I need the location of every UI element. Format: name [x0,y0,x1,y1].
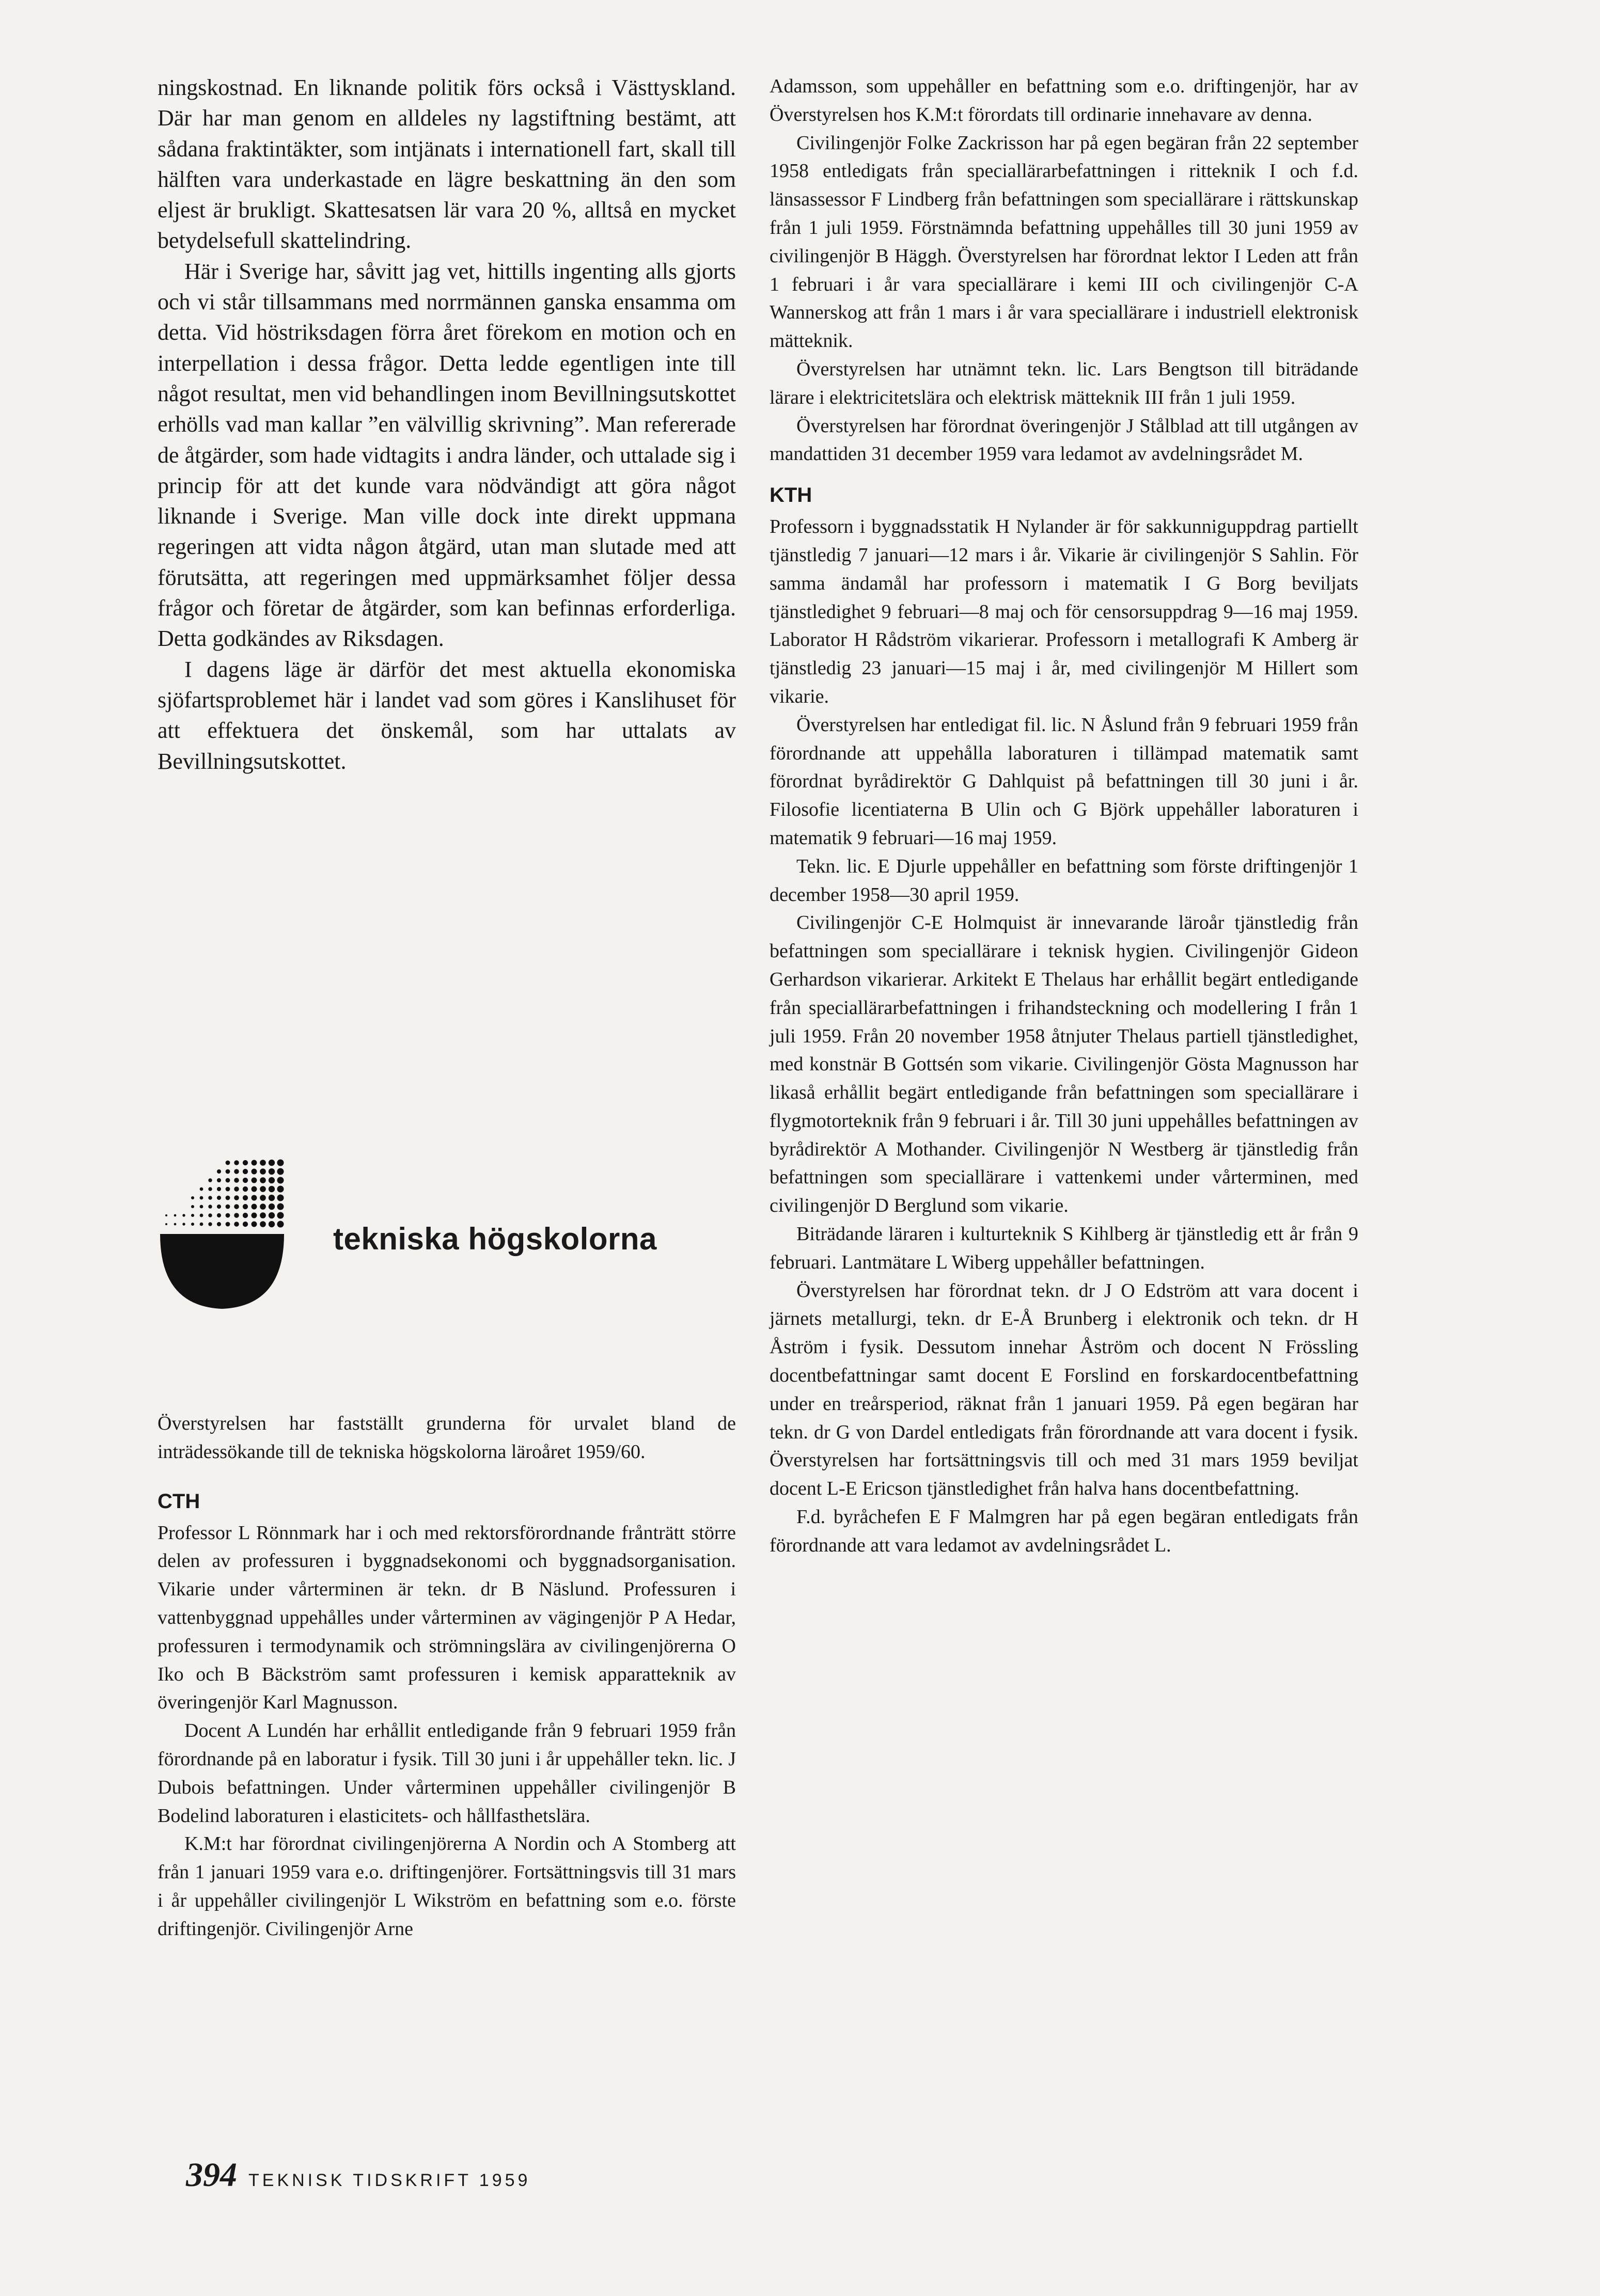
cth-continued-paragraph: Överstyrelsen har förordnat överingenjör J Stålblad att till utgången av mandattiden 31 december 1959 vara ledamot av avdelningsrådet M. [770,415,1358,465]
left-article [158,72,736,777]
section-title: tekniska högskolorna [333,1222,657,1256]
cth-continued-paragraph: Överstyrelsen har utnämnt tekn. lic. Lars Bengtson till biträdande lärare i elektricitetslära och elektrisk mätteknik III från 1 juli 1959. [770,358,1358,408]
kth-paragraph: Överstyrelsen har entledigat fil. lic. N Åslund från 9 februari 1959 från förordnande att uppehålla laboraturen i tillämpad matematik samt förordnat byrådirektör G Dahlquist på befattningen till 30 juni i år. Filosofie licentiaterna B Ulin och G Björk uppehåller laboraturen i matematik 9 februari—16 maj 1959. [770,714,1358,849]
kth-paragraph: F.d. byråchefen E F Malmgren har på egen begäran entledigats från förordnande att vara ledamot av avdelningsrådet L. [770,1506,1358,1556]
cth-paragraph: Professor L Rönnmark har i och med rektorsförordnande frånträtt större delen av professuren i byggnadsekonomi och byggnadsorganisation. Vikarie under vårterminen är tekn. dr B Näslund. Professuren i vattenbyggnad uppehålles under vårterminen av vägingenjör P A Hedar, professuren i termodynamik och strömningslära av civilingenjörerna O Iko och B Bäckström samt professuren i kemisk apparatteknik av överingenjör Karl Magnusson. [158,1522,736,1714]
section-intro: Överstyrelsen har fastställt grunderna för urvalet bland de inträdessökande till de tekniska högskolorna läroåret 1959/60. [158,1413,736,1463]
section-header [155,1151,744,1322]
cth-continued-paragraph: Adamsson, som uppehåller en befattning som e.o. driftingenjör, har av Överstyrelsen hos K.M:t förordats till ordinarie innehavare av denna. [770,75,1358,125]
kth-paragraph: Tekn. lic. E Djurle uppehåller en befattning som förste driftingenjör 1 december 1958—30 april 1959. [770,855,1358,906]
kth-paragraph: Överstyrelsen har förordnat tekn. dr J O Edström att vara docent i järnets metallurgi, tekn. dr E-Å Brunberg i elektronik och tekn. dr H Åström i fysik. Dessutom innehar Åström och docent N Frössling docentbefattningar samt docent E Forslind en forskardocentbefattning under en treårsperiod, räknat från 1 januari 1959. På egen begäran har tekn. dr G von Dardel entledigats från förordnande att vara docent i fysik. Överstyrelsen har fortsättningsvis till och med 31 mars 1959 beviljat docent L-E Ericson tjänstledighet från halva hans docentbefattning. [770,1279,1358,1500]
cth-paragraph: Docent A Lundén har erhållit entledigande från 9 februari 1959 från förordnande på en laboratur i fysik. Till 30 juni i år uppehåller tekn. lic. J Dubois befattningen. Under vårterminen uppehåller civilingenjör B Bodelind laboraturen i elasticitets- och hållfasthetslära. [158,1720,736,1827]
kth-paragraph: Civilingenjör C-E Holmquist är innevarande läroår tjänstledig från befattningen som speciallärare i teknisk hygien. Civilingenjör Gideon Gerhardson vikarierar. Arkitekt E Thelaus har erhållit begärt entledigande från speciallärarbefattningen i frihandsteckning och modellering I från 1 juli 1959. Från 20 november 1958 åtnjuter Thelaus partiell tjänstledighet, med konstnär B Gottsén som vikarie. Civilingenjör Gösta Magnusson har likaså erhållit begärt entledigande från befattningen som speciallärare i flygmotorteknik från 9 februari i år. Till 30 juni uppehålles befattningen av byrådirektör A Mothander. Civilingenjör N Westberg är tjänstledig från befattningen som speciallärare i vattenkemi under vårterminen, med civilingenjör D Berglund som vikarie. [770,912,1358,1217]
right-column [770,72,1358,1560]
article-paragraph: I dagens läge är därför det mest aktuella ekonomiska sjöfartsproblemet här i landet vad som göres i Kanslihuset för att effektuera det önskemål, som har uttalats av Bevillningsutskottet. [158,656,736,774]
kth-paragraph: Biträdande läraren i kulturteknik S Kihlberg är tjänstledig ett år från 9 februari. Lantmätare L Wiberg uppehåller befattningen. [770,1223,1358,1273]
journal-name: TEKNISK TIDSKRIFT 1959 [248,2171,531,2190]
page-footer [186,2156,530,2195]
cth-paragraph: K.M:t har förordnat civilingenjörerna A Nordin och A Stomberg att från 1 januari 1959 vara e.o. driftingenjörer. Fortsättningsvis till 31 mars i år uppehåller civilingenjör L Wikström en befattning som e.o. förste driftingenjör. Civilingenjör Arne [158,1833,736,1940]
kth-heading: KTH [770,484,812,507]
article-paragraph: Här i Sverige har, såvitt jag vet, hittills ingenting alls gjorts och vi står tillsammans med norrmännen ganska ensamma om detta. Vid höstriksdagen förra året förekom en motion och en interpellation i dessa frågor. Detta ledde egentligen inte till något resultat, men vid behandlingen inom Bevillningsutskottet erhölls vad man kallar ”en välvillig skrivning”. Man refererade de åtgärder, som hade vidtagits i andra länder, och uttalade sig i princip för att det kunde vara nödvändigt att göra något liknande i Sverige. Man ville dock inte direkt uppmana regeringen att vidta någon åtgärd, utan man slutade med att förutsätta, att regeringen med uppmärksamhet följer dessa frågor och företar de åtgärder, som kan befinnas erforderliga. Detta godkändes av Riksdagen. [158,258,736,652]
halftone-bowl-logo-icon [155,1151,289,1317]
cth-block [158,1410,736,1943]
kth-paragraph: Professorn i byggnadsstatik H Nylander är för sakkunniguppdrag partiellt tjänstledig 7 januari—12 mars i år. Vikarie är civilingenjör S Sahlin. För samma ändamål har professorn i matematik I G Borg beviljats tjänstledighet 9 februari—8 maj och för censorsuppdrag 9—16 maj 1959. Laborator H Rådström vikarierar. Professorn i metallografi K Amberg är tjänstledig 23 januari—15 maj i år, med civilingenjör M Hillert som vikarie. [770,516,1358,707]
page-number: 394 [186,2156,237,2194]
cth-continued-paragraph: Civilingenjör Folke Zackrisson har på egen begäran från 22 september 1958 entledigats från speciallärarbefattningen i ritteknik I och f.d. länsassessor F Lindberg från befattningen som speciallärare i rättskunskap från 1 juli 1959. Förstnämnda befattning uppehålles till 30 juni 1959 av civilingenjör B Häggh. Överstyrelsen har förordnat lektor I Leden att från 1 februari i år vara speciallärare i kemi III och civilingenjör C-A Wannerskog att från 1 mars i år vara speciallärare i industriell elektronisk mätteknik. [770,132,1358,352]
article-paragraph: ningskostnad. En liknande politik förs också i Västtyskland. Där har man genom en alldeles ny lagstiftning bestämt, att sådana fraktintäkter, som intjänats i internationell fart, skall till hälften vara underkastade en lägre beskattning än den som eljest är brukligt. Skattesatsen lär vara 20 %, alltså en mycket betydelsefull skattelindring. [158,75,736,254]
cth-heading: CTH [158,1490,200,1513]
